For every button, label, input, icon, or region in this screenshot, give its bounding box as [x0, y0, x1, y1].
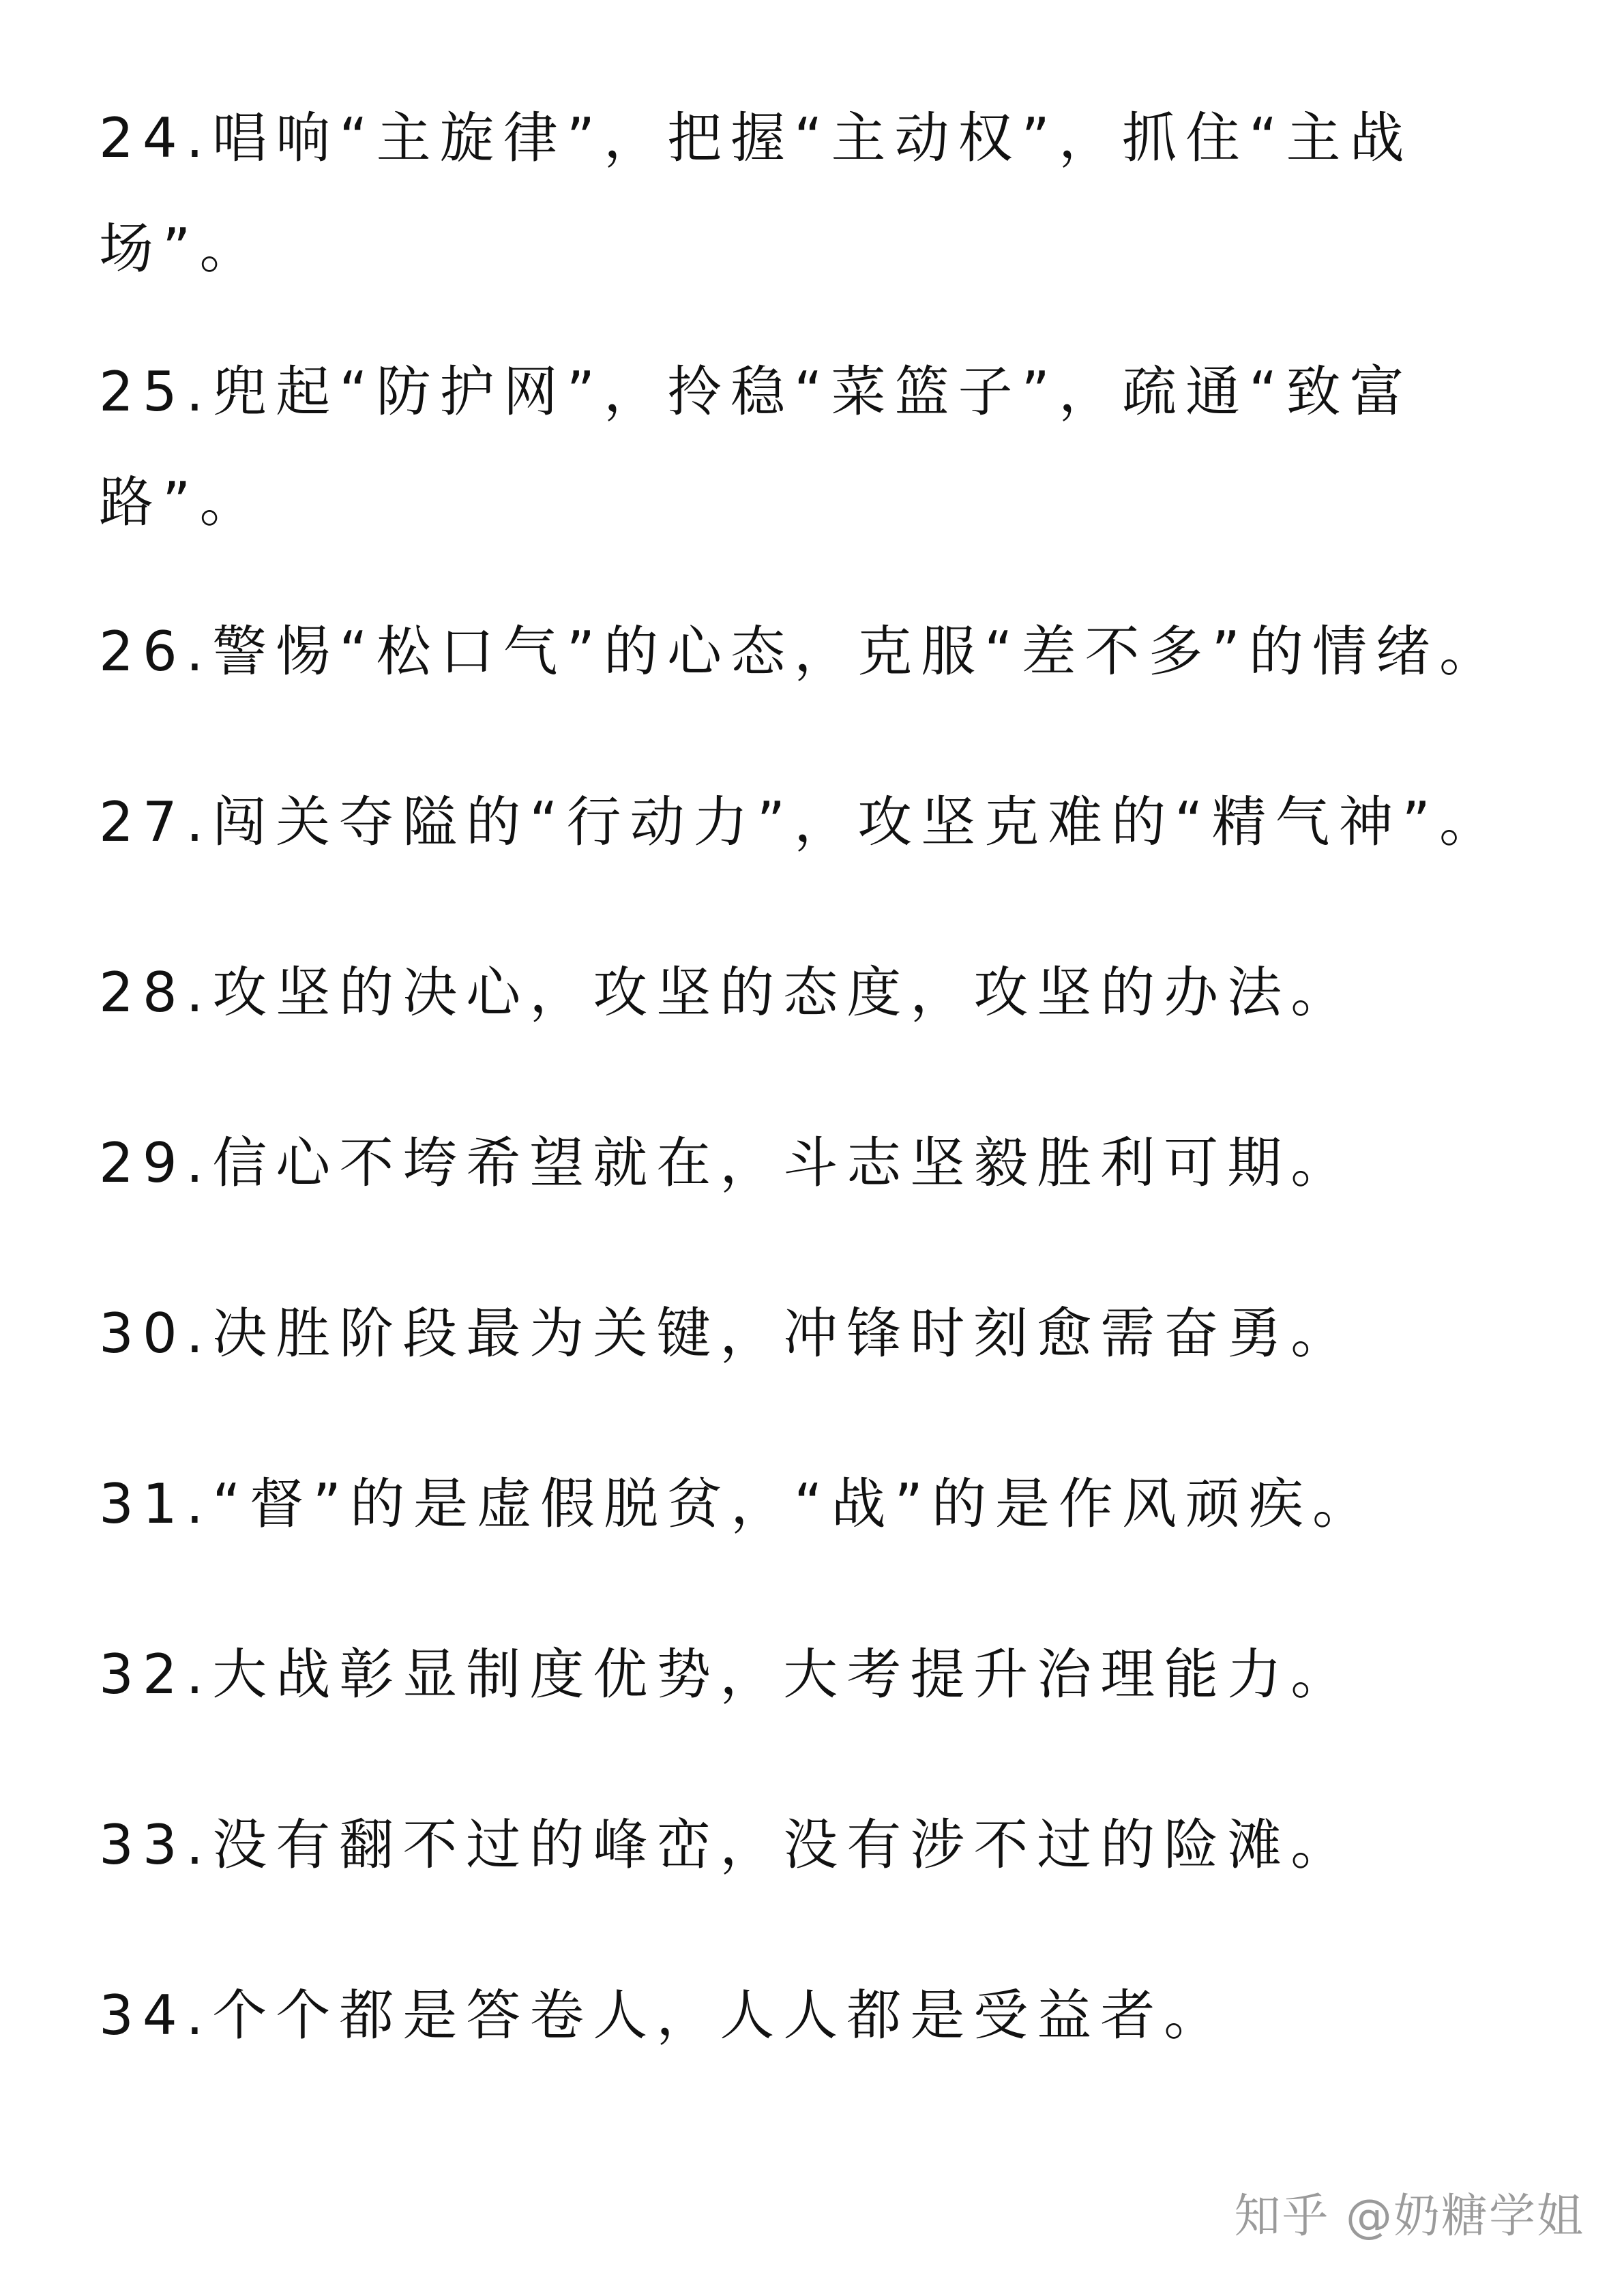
slogan-item-33: 33.没有翻不过的峰峦，没有涉不过的险滩。 — [99, 1813, 1355, 1877]
slogan-item-34: 34.个个都是答卷人，人人都是受益者。 — [99, 1984, 1228, 2047]
slogan-item-32: 32.大战彰显制度优势，大考提升治理能力。 — [99, 1643, 1355, 1706]
slogan-item-28: 28.攻坚的决心，攻坚的态度，攻坚的办法。 — [99, 961, 1355, 1024]
slogan-item-31: 31.“督”的是虚假脱贫，“战”的是作风顽疾。 — [99, 1472, 1376, 1536]
slogan-item-24: 24.唱响“主旋律”，把握“主动权”，抓住“主战场”。 — [99, 106, 1413, 280]
slogan-item-30: 30.决胜阶段最为关键，冲锋时刻愈需奋勇。 — [99, 1302, 1355, 1365]
slogan-item-27: 27.闯关夺隘的“行动力”，攻坚克难的“精气神”。 — [99, 790, 1503, 854]
slogan-item-26: 26.警惕“松口气”的心态，克服“差不多”的情绪。 — [99, 620, 1503, 683]
watermark: 知乎 @奶糖学姐 — [1234, 2190, 1584, 2243]
slogan-item-25: 25.兜起“防护网”，拎稳“菜篮子”，疏通“致富路”。 — [99, 360, 1413, 534]
slogan-item-29: 29.信心不垮希望就在，斗志坚毅胜利可期。 — [99, 1131, 1355, 1195]
